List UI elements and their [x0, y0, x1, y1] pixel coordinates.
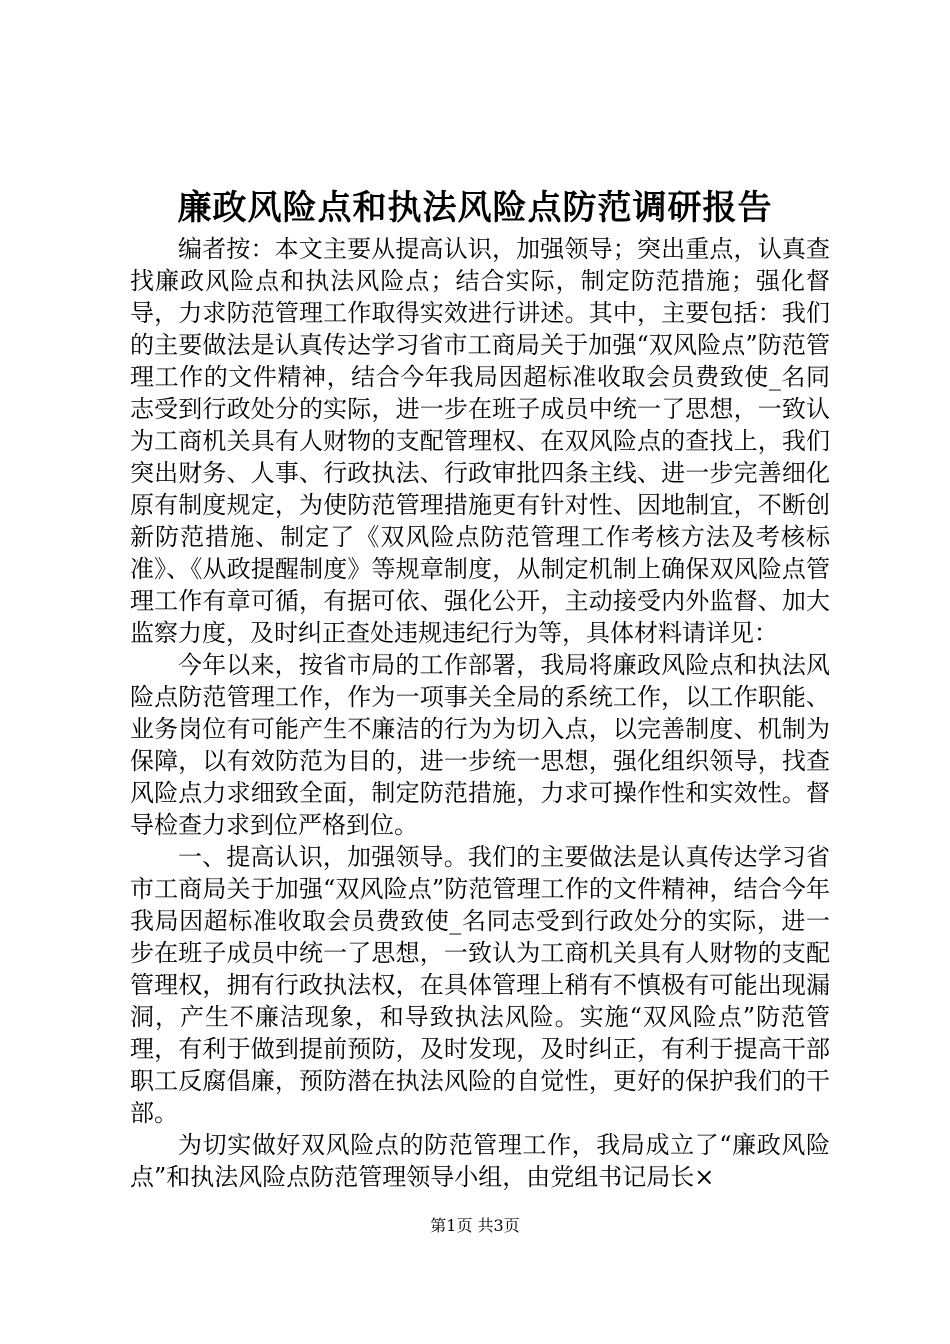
paragraph-leadership-group: 为切实做好双风险点的防范管理工作，我局成立了“廉政风险点”和执法风险点防范管理领导小组，由党组书记局长× — [130, 1131, 830, 1191]
paragraph-editor-note: 编者按：本文主要从提高认识，加强领导；突出重点，认真查找廉政风险点和执法风险点；结合实际，制定防范措施；强化督导，力求防范管理工作取得实效进行讲述。其中，主要包括：我们的主要做法是认真传达学习省市工商局关于加强“双风险点”防范管理工作的文件精神，结合今年我局因超标准收取会员费致使_名同志受到行政处分的实际，进一步在班子成员中统一了思想，一致认为工商机关具有人财物的支配管理权、在双风险点的查找上，我们突出财务、人事、行政执法、行政审批四条主线、进一步完善细化原有制度规定，为使防范管理措施更有针对性、因地制宜，不断创新防范措施、制定了《双风险点防范管理工作考核方法及考核标准》、《从政提醒制度》等规章制度，从制定机制上确保双风险点管理工作有章可循，有据可依、强化公开，主动接受内外监督、加大监察力度，及时纠正查处违规违纪行为等，具体材料请详见： — [130, 235, 830, 647]
paragraph-intro: 今年以来，按省市局的工作部署，我局将廉政风险点和执法风险点防范管理工作，作为一项事关全局的系统工作，以工作职能、业务岗位有可能产生不廉洁的行为为切入点，以完善制度、机制为保障，以有效防范为目的，进一步统一思想，强化组织领导，找查风险点力求细致全面，制定防范措施，力求可操作性和实效性。督导检查力求到位严格到位。 — [130, 651, 830, 839]
document-title: 廉政风险点和执法风险点防范调研报告 — [177, 188, 773, 228]
page-footer: 第1页 共3页 — [430, 1216, 520, 1235]
document-body — [130, 233, 830, 1193]
paragraph-section-one: 一、提高认识，加强领导。我们的主要做法是认真传达学习省市工商局关于加强“双风险点”防范管理工作的文件精神，结合今年我局因超标准收取会员费致使_名同志受到行政处分的实际，进一步在班子成员中统一了思想，一致认为工商机关具有人财物的支配管理权，拥有行政执法权，在具体管理上稍有不慎极有可能出现漏洞，产生不廉洁现象，和导致执法风险。实施“双风险点”防范管理，有利于做到提前预防，及时发现，及时纠正，有利于提高干部职工反腐倡廉，预防潜在执法风险的自觉性，更好的保护我们的干部。 — [130, 843, 830, 1127]
